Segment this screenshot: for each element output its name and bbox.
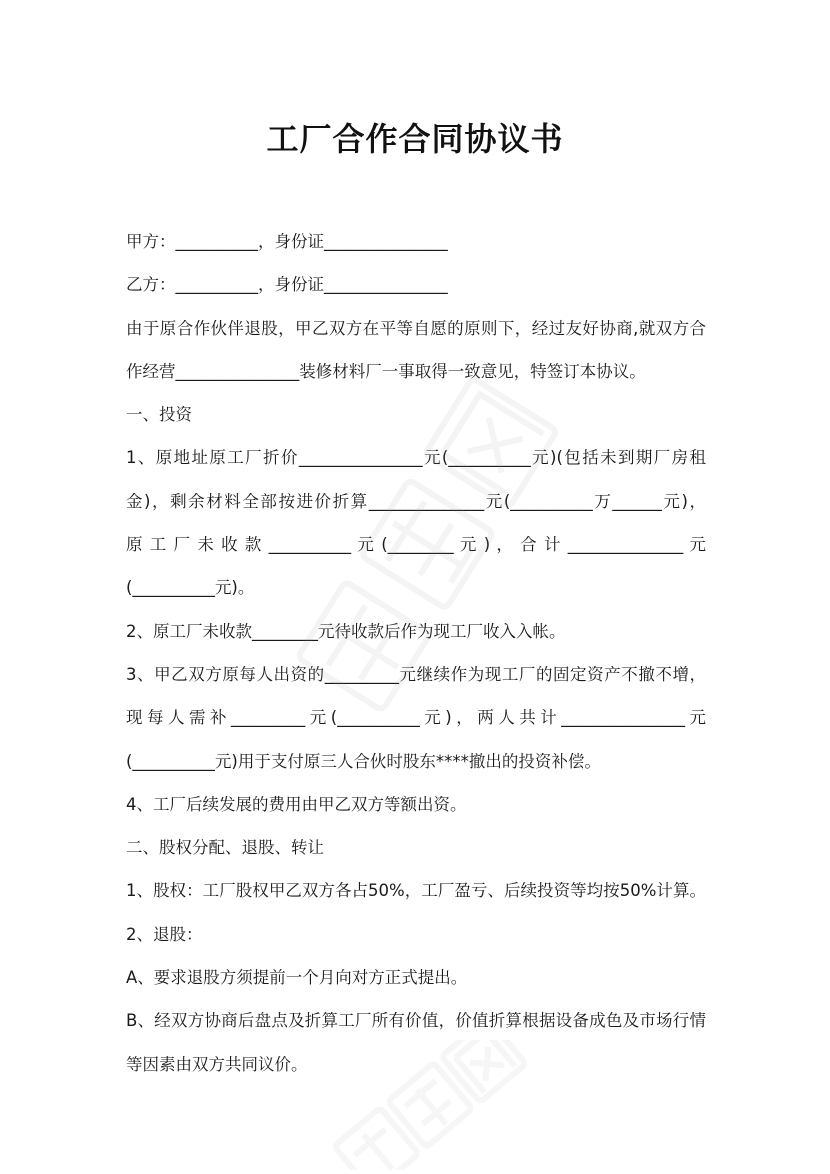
section-investment-heading: 一、投资 — [126, 405, 192, 425]
equity-clause-1-line: 1、股权：工厂股权甲乙双方各占50%，工厂盈亏、后续投资等均按50%计算。 — [126, 881, 706, 901]
clause-2-line: 2、原工厂未收款________元待收款后作为现工厂收入入帐。 — [126, 621, 566, 641]
withdraw-item-b-line-1: B、经双方协商后盘点及折算工厂所有价值，价值折算根据设备成色及市场行情 — [126, 1011, 706, 1031]
party-a-line: 甲方：__________，身份证_______________ — [126, 232, 448, 251]
equity-clause-2-line: 2、退股： — [126, 924, 203, 944]
party-b-line: 乙方：__________，身份证_______________ — [126, 275, 448, 295]
withdraw-item-b-line-2: 等因素由双方共同议价。 — [126, 1054, 308, 1074]
clause-1-line-2: 金)，剩余材料全部按进价折算______________元(__________万______元)， — [126, 491, 706, 511]
preamble-line-1: 由于原合作伙伴退股，甲乙双方在平等自愿的原则下，经过友好协商,就双方合 — [126, 318, 706, 338]
preamble-line-2: 作经营_______________装修材料厂一事取得一致意见，特签订本协议。 — [126, 361, 646, 381]
clause-1-line-4: (__________元)。 — [126, 578, 255, 598]
clause-3-line-2: 现每人需补_________元(__________元)，两人共计_______________元 — [126, 708, 706, 728]
withdraw-item-a-line: A、要求退股方须提前一个月向对方正式提出。 — [126, 968, 468, 988]
clause-1-line-3: 原 工 厂 未 收 款 __________ 元 (________ 元 ) ， 合 计 ______________ 元 — [126, 535, 706, 555]
section-equity-heading: 二、股权分配、退股、转让 — [126, 838, 324, 858]
document-body — [126, 220, 706, 1086]
clause-1-line-1: 1、原地址原工厂折价_______________元(__________元)(包括未到期厂房租 — [126, 448, 706, 468]
clause-4-line: 4、工厂后续发展的费用由甲乙双方等额出资。 — [126, 794, 467, 814]
clause-3-line-1: 3、甲乙双方原每人出资的_________元继续作为现工厂的固定资产不撤不增， — [126, 664, 706, 684]
document-title: 工厂合作合同协议书 — [266, 120, 564, 158]
clause-3-line-3: (__________元)用于支付原三人合伙时股东****撤出的投资补偿。 — [126, 751, 601, 771]
